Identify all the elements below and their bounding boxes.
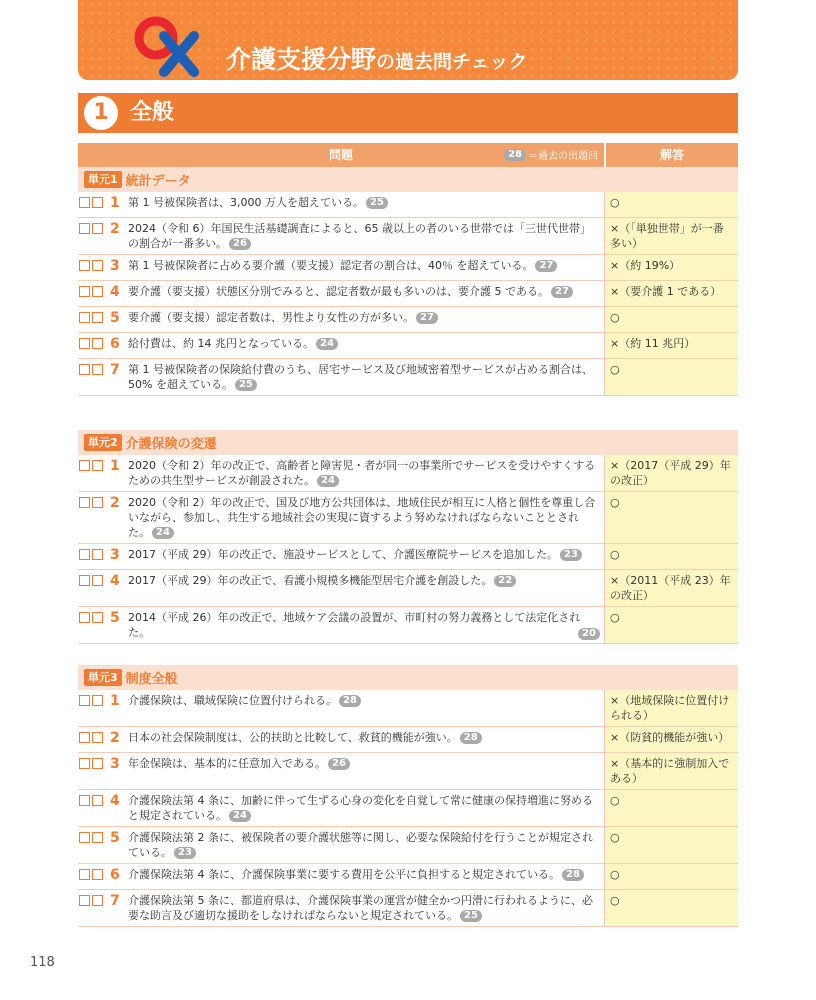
answer-cell: ○ — [604, 544, 738, 569]
question-row — [78, 790, 738, 827]
check-boxes — [79, 695, 103, 706]
exam-year-badge: 27 — [535, 260, 557, 272]
question-text: 2020（令和 2）年の改正で、国及び地方公共団体は、地域住民が相互に人格と個性を尊重し合いながら、参加し、共生する地域社会の実現に資するよう努めなければならないこととされた。 — [128, 496, 596, 539]
answer-cell: ○ — [604, 790, 738, 826]
checkbox[interactable] — [79, 223, 90, 234]
question-text: 2017（平成 29）年の改正で、看護小規模多機能型居宅介護を創設した。 — [128, 574, 493, 587]
question-cell — [78, 455, 604, 491]
question-row — [78, 544, 738, 570]
question-cell — [78, 333, 604, 358]
checkbox[interactable] — [79, 795, 90, 806]
question-text: 介護保険法第 2 条に、被保険者の要介護状態等に関し、必要な保険給付を行うことが規定されている。 — [128, 831, 593, 859]
check-boxes — [79, 795, 103, 806]
check-boxes — [79, 895, 103, 906]
question-row — [78, 333, 738, 359]
checkbox[interactable] — [92, 795, 103, 806]
question-cell — [78, 544, 604, 569]
question-row — [78, 607, 738, 644]
question-text: 要介護（要支援）状態区分別でみると、認定者数が最も多いのは、要介護 5 である。 — [128, 285, 549, 298]
question-text: 第 1 号被保険者の保険給付費のうち、居宅サービス及び地域密着型サービスが占める割合は、50% を超えている。 — [128, 363, 593, 391]
checkbox[interactable] — [92, 758, 103, 769]
question-number: 5 — [110, 310, 120, 326]
checkbox[interactable] — [92, 549, 103, 560]
question-cell — [78, 607, 604, 643]
exam-year-badge: 25 — [460, 910, 482, 922]
question-cell — [78, 727, 604, 752]
checkbox[interactable] — [92, 286, 103, 297]
question-text: 給付費は、約 14 兆円となっている。 — [128, 337, 314, 350]
question-number: 3 — [110, 756, 120, 772]
question-number: 4 — [110, 284, 120, 300]
check-boxes — [79, 286, 103, 297]
unit-title: 統計データ — [125, 174, 191, 189]
table-header — [78, 143, 738, 167]
checkbox[interactable] — [79, 460, 90, 471]
checkbox[interactable] — [79, 732, 90, 743]
question-cell — [78, 192, 604, 217]
unit-header — [78, 665, 738, 690]
check-boxes — [79, 869, 103, 880]
question-cell — [78, 255, 604, 280]
question-row — [78, 753, 738, 790]
check-boxes — [79, 223, 103, 234]
checkbox[interactable] — [92, 338, 103, 349]
question-text: 2014（平成 26）年の改正で、地域ケア会議の設置が、市町村の努力義務として法定化された。 — [128, 611, 581, 639]
answer-cell: ○ — [604, 607, 738, 643]
question-cell — [78, 281, 604, 306]
checkbox[interactable] — [79, 575, 90, 586]
exam-year-badge: 20 — [578, 628, 600, 640]
answer-cell: ×（基本的に強制加入である） — [604, 753, 738, 789]
page-number: 118 — [30, 955, 55, 970]
answer-cell: ×（2011（平成 23）年の改正） — [604, 570, 738, 606]
question-row — [78, 255, 738, 281]
question-text: 介護保険法第 5 条に、都道府県は、介護保険事業の運営が健全かつ円滑に行われるように、必要な助言及び適切な援助をしなければならないと規定されている。 — [128, 894, 593, 922]
checkbox[interactable] — [92, 695, 103, 706]
ox-icon — [132, 16, 222, 80]
checkbox[interactable] — [79, 832, 90, 843]
check-boxes — [79, 575, 103, 586]
checkbox[interactable] — [79, 364, 90, 375]
checkbox[interactable] — [79, 260, 90, 271]
title-sub: の過去問チェック — [376, 51, 528, 73]
unit-2 — [78, 430, 738, 644]
answer-cell: ○ — [604, 890, 738, 926]
question-text: 2020（令和 2）年の改正で、高齢者と障害児・者が同一の事業所でサービスを受けやすくするための共生型サービスが創設された。 — [128, 459, 596, 487]
answer-cell: ×（約 11 兆円） — [604, 333, 738, 358]
question-cell — [78, 492, 604, 543]
checkbox[interactable] — [79, 869, 90, 880]
check-boxes — [79, 197, 103, 208]
exam-year-badge: 28 — [339, 695, 361, 707]
exam-year-badge: 28 — [562, 869, 584, 881]
question-cell — [78, 890, 604, 926]
question-row — [78, 690, 738, 727]
exam-year-badge: 27 — [551, 286, 573, 298]
checkbox[interactable] — [92, 364, 103, 375]
unit-title: 介護保険の変遷 — [125, 437, 217, 452]
checkbox[interactable] — [92, 575, 103, 586]
exam-year-badge: 26 — [229, 238, 251, 250]
title-main: 介護支援分野 — [226, 45, 377, 74]
exam-year-badge: 27 — [416, 312, 438, 324]
question-number: 4 — [110, 573, 120, 589]
unit-1 — [78, 167, 738, 396]
checkbox[interactable] — [79, 612, 90, 623]
question-cell — [78, 690, 604, 726]
checkbox[interactable] — [92, 895, 103, 906]
question-cell — [78, 827, 604, 863]
answer-cell: ○ — [604, 192, 738, 217]
checkbox[interactable] — [79, 549, 90, 560]
question-row — [78, 570, 738, 607]
exam-year-badge: 23 — [174, 847, 196, 859]
unit-tag: 単元1 — [84, 171, 122, 188]
question-cell — [78, 753, 604, 789]
check-boxes — [79, 312, 103, 323]
question-number: 2 — [110, 221, 120, 237]
checkbox[interactable] — [92, 732, 103, 743]
question-row — [78, 192, 738, 218]
question-cell — [78, 864, 604, 889]
check-boxes — [79, 364, 103, 375]
page-title — [226, 40, 527, 76]
exam-year-badge: 24 — [316, 338, 338, 350]
check-boxes — [79, 612, 103, 623]
answer-cell: ○ — [604, 864, 738, 889]
question-cell — [78, 218, 604, 254]
question-text: 介護保険は、職域保険に位置付けられる。 — [128, 694, 337, 707]
exam-year-badge: 23 — [560, 549, 582, 561]
checkbox[interactable] — [92, 197, 103, 208]
question-number: 1 — [110, 693, 120, 709]
answer-cell: ×（約 19%） — [604, 255, 738, 280]
exam-year-badge: 24 — [317, 475, 339, 487]
question-row — [78, 727, 738, 753]
question-text: 年金保険は、基本的に任意加入である。 — [128, 757, 326, 770]
checkbox[interactable] — [79, 197, 90, 208]
check-boxes — [79, 732, 103, 743]
year-note — [502, 147, 598, 162]
unit-tag: 単元2 — [84, 434, 122, 451]
question-number: 2 — [110, 495, 120, 511]
unit-3 — [78, 665, 738, 927]
question-text: 介護保険法第 4 条に、介護保険事業に要する費用を公平に負担すると規定されている。 — [128, 868, 560, 881]
check-boxes — [79, 338, 103, 349]
question-number: 4 — [110, 793, 120, 809]
checkbox[interactable] — [92, 612, 103, 623]
checkbox[interactable] — [92, 869, 103, 880]
checkbox[interactable] — [92, 497, 103, 508]
question-row — [78, 890, 738, 927]
question-row — [78, 218, 738, 255]
question-number: 3 — [110, 547, 120, 563]
check-boxes — [79, 497, 103, 508]
question-text: 要介護（要支援）認定者数は、男性より女性の方が多い。 — [128, 311, 414, 324]
question-number: 7 — [110, 362, 120, 378]
answer-cell: ×（2017（平成 29）年の改正） — [604, 455, 738, 491]
exam-year-badge: 28 — [460, 732, 482, 744]
question-number: 1 — [110, 458, 120, 474]
section-number: 1 — [84, 96, 118, 130]
answer-cell: ○ — [604, 359, 738, 395]
checkbox[interactable] — [79, 895, 90, 906]
question-cell — [78, 359, 604, 395]
question-cell — [78, 307, 604, 332]
question-number: 1 — [110, 195, 120, 211]
exam-year-badge: 24 — [229, 810, 251, 822]
question-number: 7 — [110, 893, 120, 909]
checkbox[interactable] — [92, 223, 103, 234]
checkbox[interactable] — [79, 338, 90, 349]
question-cell — [78, 570, 604, 606]
question-row — [78, 827, 738, 864]
checkbox[interactable] — [79, 758, 90, 769]
checkbox[interactable] — [79, 312, 90, 323]
checkbox[interactable] — [92, 312, 103, 323]
check-boxes — [79, 549, 103, 560]
section-bar — [78, 93, 738, 133]
question-column-header: 問題 — [328, 148, 353, 162]
question-text: 2017（平成 29）年の改正で、施設サービスとして、介護医療院サービスを追加した。 — [128, 548, 559, 561]
question-row — [78, 281, 738, 307]
unit-header — [78, 430, 738, 455]
note-badge: 28 — [504, 149, 526, 161]
question-number: 5 — [110, 610, 120, 626]
checkbox[interactable] — [92, 260, 103, 271]
exam-year-badge: 22 — [494, 575, 516, 587]
question-row — [78, 359, 738, 396]
question-number: 6 — [110, 336, 120, 352]
checkbox[interactable] — [79, 695, 90, 706]
answer-cell: ○ — [604, 492, 738, 543]
question-text: 介護保険法第 4 条に、加齢に伴って生ずる心身の変化を自覚して常に健康の保持増進に努めると規定されている。 — [128, 794, 593, 822]
exam-year-badge: 24 — [152, 527, 174, 539]
question-number: 3 — [110, 258, 120, 274]
exam-year-badge: 25 — [235, 379, 257, 391]
unit-tag: 単元3 — [84, 669, 122, 686]
section-title: 全般 — [130, 100, 175, 125]
question-text: 第 1 号被保険者に占める要介護（要支援）認定者の割合は、40％ を超えている。 — [128, 259, 534, 272]
exam-year-badge: 26 — [328, 758, 350, 770]
header-banner — [78, 0, 738, 80]
check-boxes — [79, 260, 103, 271]
question-row — [78, 307, 738, 333]
question-row — [78, 492, 738, 544]
question-cell — [78, 790, 604, 826]
check-boxes — [79, 832, 103, 843]
checkbox[interactable] — [92, 832, 103, 843]
question-row — [78, 864, 738, 890]
answer-cell: ○ — [604, 307, 738, 332]
checkbox[interactable] — [92, 460, 103, 471]
unit-header — [78, 167, 738, 192]
question-text: 日本の社会保険制度は、公的扶助と比較して、救貧的機能が強い。 — [128, 731, 458, 744]
answer-cell: ○ — [604, 827, 738, 863]
answer-cell: ×（「単独世帯」が一番多い） — [604, 218, 738, 254]
question-row — [78, 455, 738, 492]
note-text: ＝過去の出題回 — [528, 151, 598, 162]
question-text: 2024（令和 6）年国民生活基礎調査によると、65 歳以上の者のいる世帯では「三世代世帯」の割合が一番多い。 — [128, 222, 591, 250]
answer-cell: ×（防貧的機能が強い） — [604, 727, 738, 752]
question-number: 2 — [110, 730, 120, 746]
question-number: 6 — [110, 867, 120, 883]
answer-cell: ×（地域保険に位置付けられる） — [604, 690, 738, 726]
checkbox[interactable] — [79, 497, 90, 508]
question-text: 第 1 号被保険者は、3,000 万人を超えている。 — [128, 196, 364, 209]
unit-title: 制度全般 — [125, 672, 178, 687]
answer-column-header: 解答 — [604, 143, 738, 167]
exam-year-badge: 25 — [366, 197, 388, 209]
question-number: 5 — [110, 830, 120, 846]
check-boxes — [79, 460, 103, 471]
answer-cell: ×（要介護 1 である） — [604, 281, 738, 306]
check-boxes — [79, 758, 103, 769]
checkbox[interactable] — [79, 286, 90, 297]
